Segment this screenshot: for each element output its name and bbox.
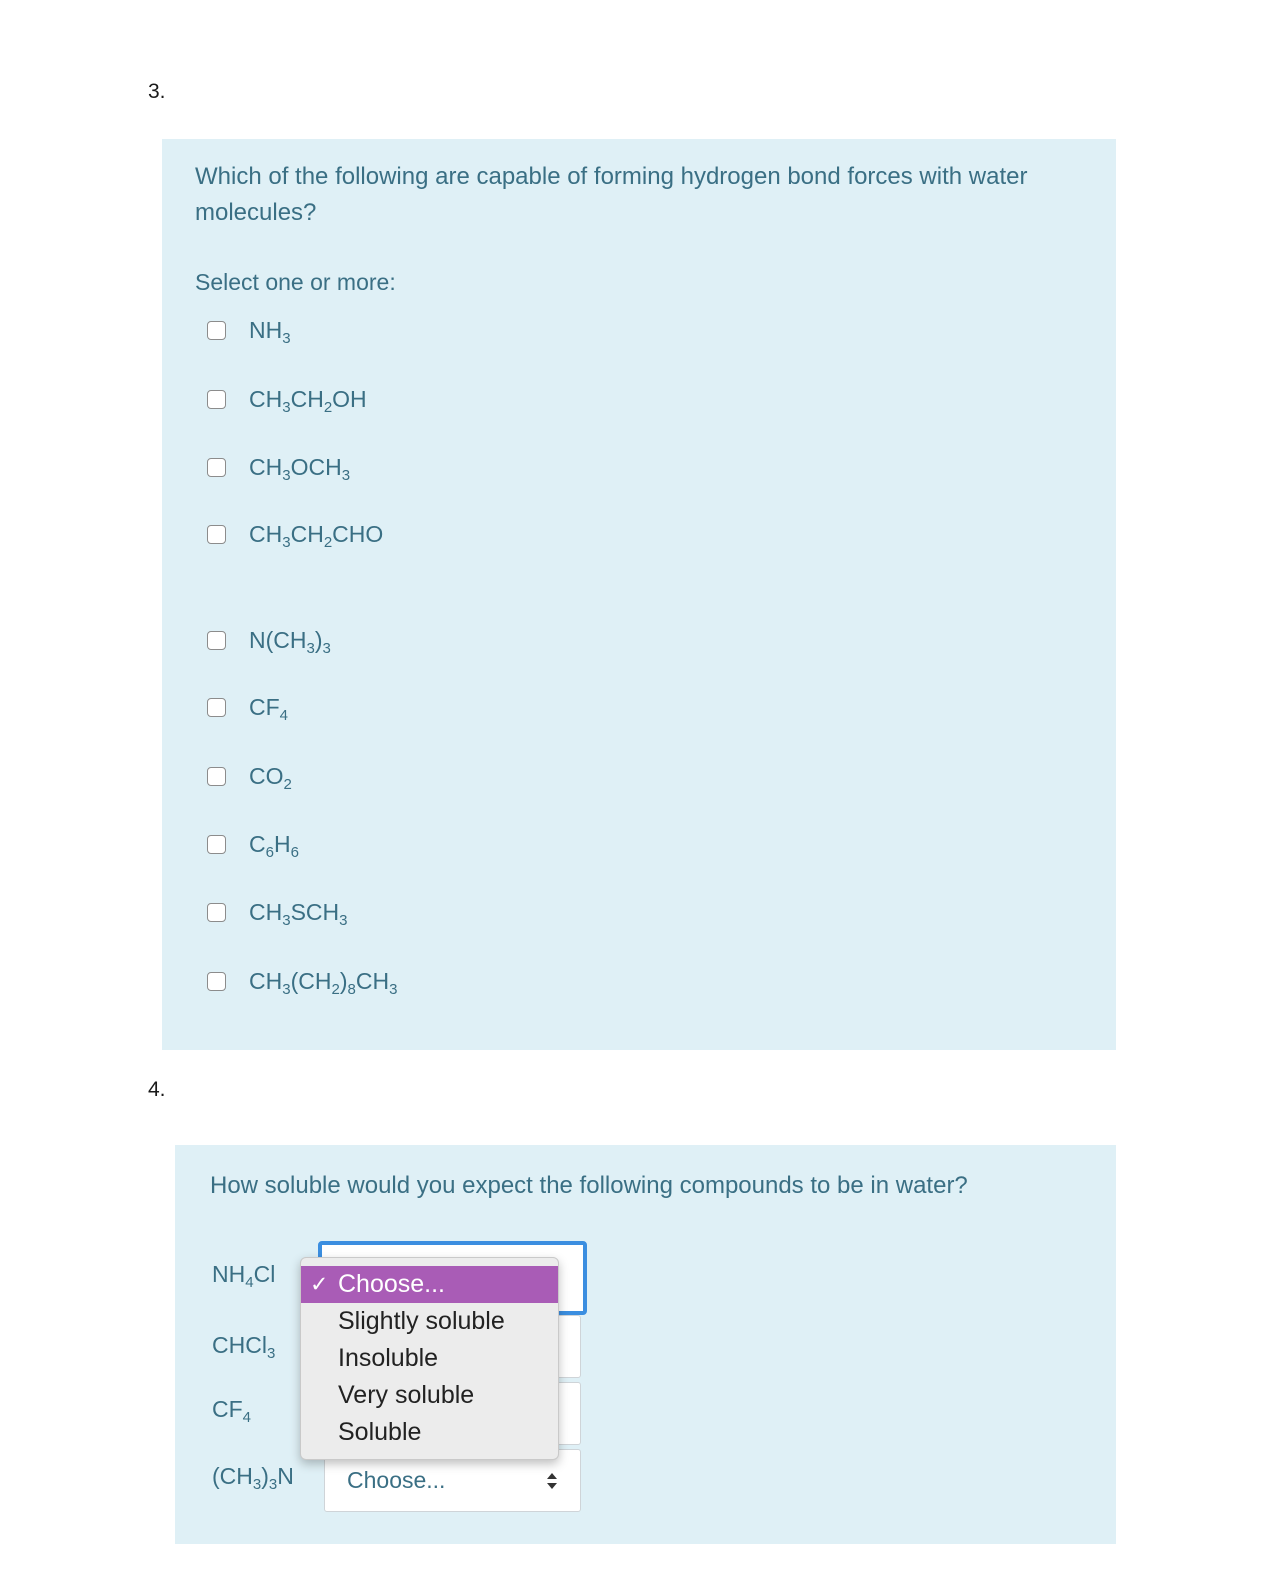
formula-text: NH: [249, 316, 283, 343]
formula-text: Cl: [253, 1261, 276, 1287]
formula-subscript: 3: [282, 329, 291, 347]
formula-text: N(CH: [249, 626, 307, 653]
dropdown-option[interactable]: [301, 1266, 558, 1303]
formula-subscript: 4: [279, 706, 289, 724]
answer-option[interactable]: [207, 692, 288, 722]
compound-label-cf4: [212, 1396, 252, 1426]
checkbox[interactable]: [207, 390, 226, 409]
formula-text: SCH: [290, 898, 340, 925]
formula-text: CH: [249, 520, 283, 547]
question-text: Which of the following are capable of forming hydrogen bond forces with water molecules?: [195, 163, 1028, 226]
formula-text: (CH: [212, 1463, 253, 1489]
option-label: [249, 626, 331, 657]
formula-text: CHO: [332, 520, 384, 547]
formula-subscript: 3: [322, 639, 331, 657]
option-label: [249, 967, 398, 998]
formula-text: (CH: [290, 967, 332, 994]
answer-option[interactable]: [207, 761, 292, 791]
formula-text: CH: [249, 898, 283, 925]
option-label: [249, 830, 299, 861]
formula-subscript: 3: [306, 639, 315, 657]
formula-subscript: 2: [331, 980, 340, 998]
formula-subscript: 3: [282, 533, 291, 551]
dropdown-option[interactable]: [301, 1414, 558, 1451]
formula-subscript: 3: [339, 911, 348, 929]
solubility-dropdown-menu: [300, 1257, 559, 1460]
answer-option[interactable]: [207, 897, 347, 927]
formula-subscript: 3: [341, 466, 351, 484]
formula-text: NH: [212, 1261, 246, 1287]
formula-text: CF: [212, 1396, 243, 1422]
dropdown-option[interactable]: [301, 1377, 558, 1414]
checkbox[interactable]: [207, 767, 226, 786]
answer-option[interactable]: [207, 384, 367, 414]
dropdown-option-label: Slightly soluble: [338, 1307, 505, 1335]
checkbox[interactable]: [207, 458, 226, 477]
answer-option[interactable]: [207, 829, 299, 859]
dropdown-option-label: Choose...: [338, 1270, 446, 1298]
dropdown-option-label: Very soluble: [338, 1381, 475, 1409]
checkbox[interactable]: [207, 631, 226, 650]
option-label: [249, 693, 289, 724]
formula-text: CO: [249, 762, 284, 789]
answer-option[interactable]: [207, 452, 350, 482]
question-text: How soluble would you expect the following compounds to be in water?: [210, 1172, 968, 1199]
question-4-card: [175, 1145, 1116, 1544]
select-value: Choose...: [347, 1467, 446, 1493]
formula-subscript: 6: [265, 843, 274, 861]
question-3-card: [162, 139, 1116, 1050]
formula-subscript: 8: [347, 980, 356, 998]
option-label: [249, 762, 292, 793]
compound-label-chcl3: [212, 1332, 276, 1362]
checkmark-icon: ✓: [310, 1272, 329, 1297]
formula-text: ): [339, 967, 348, 994]
formula-subscript: 2: [283, 775, 292, 793]
formula-subscript: 3: [282, 980, 291, 998]
formula-subscript: 2: [323, 533, 333, 551]
dropdown-option-label: Insoluble: [338, 1344, 439, 1372]
dropdown-option-label: Soluble: [338, 1418, 422, 1446]
option-label: [249, 385, 367, 416]
checkbox[interactable]: [207, 903, 226, 922]
formula-subscript: 3: [282, 466, 291, 484]
select-prompt: Select one or more:: [195, 269, 396, 295]
question-number: 3.: [148, 80, 166, 103]
formula-subscript: 3: [389, 980, 398, 998]
checkbox[interactable]: [207, 698, 226, 717]
formula-subscript: 4: [245, 1274, 254, 1291]
checkbox[interactable]: [207, 525, 226, 544]
compound-label-nh4cl: [212, 1261, 276, 1291]
formula-subscript: 3: [268, 1476, 278, 1493]
formula-text: CH: [249, 967, 283, 994]
checkbox[interactable]: [207, 972, 226, 991]
up-down-arrows-icon: [546, 1472, 558, 1490]
option-label: [249, 316, 291, 347]
formula-text: ): [261, 1463, 269, 1489]
formula-text: N: [277, 1463, 294, 1489]
formula-text: CH: [249, 453, 283, 480]
checkbox[interactable]: [207, 835, 226, 854]
formula-text: CH: [249, 385, 283, 412]
answer-option[interactable]: [207, 625, 331, 655]
formula-text: OCH: [290, 453, 342, 480]
question-number: 4.: [148, 1078, 166, 1101]
formula-subscript: 3: [252, 1476, 262, 1493]
formula-text: CF: [249, 693, 280, 720]
formula-subscript: 3: [266, 1345, 276, 1362]
answer-option[interactable]: [207, 966, 397, 996]
formula-subscript: 4: [242, 1409, 252, 1426]
formula-subscript: 6: [290, 843, 299, 861]
option-label: [249, 453, 351, 484]
formula-text: ): [314, 626, 323, 653]
formula-text: OH: [332, 385, 367, 412]
option-label: [249, 898, 348, 929]
option-label: [249, 520, 384, 551]
formula-text: C: [249, 830, 266, 857]
formula-subscript: 2: [323, 398, 333, 416]
dropdown-option[interactable]: [301, 1303, 558, 1340]
formula-text: CH: [355, 967, 390, 994]
answer-option[interactable]: [207, 315, 291, 345]
formula-text: CH: [290, 520, 324, 547]
answer-option[interactable]: [207, 519, 383, 549]
checkbox[interactable]: [207, 321, 226, 340]
formula-subscript: 3: [282, 398, 291, 416]
formula-text: CH: [290, 385, 324, 412]
dropdown-option[interactable]: [301, 1340, 558, 1377]
formula-subscript: 3: [282, 911, 291, 929]
formula-text: H: [273, 830, 291, 857]
compound-label-ch3-3n: [212, 1463, 294, 1493]
formula-text: CHCl: [212, 1332, 267, 1358]
